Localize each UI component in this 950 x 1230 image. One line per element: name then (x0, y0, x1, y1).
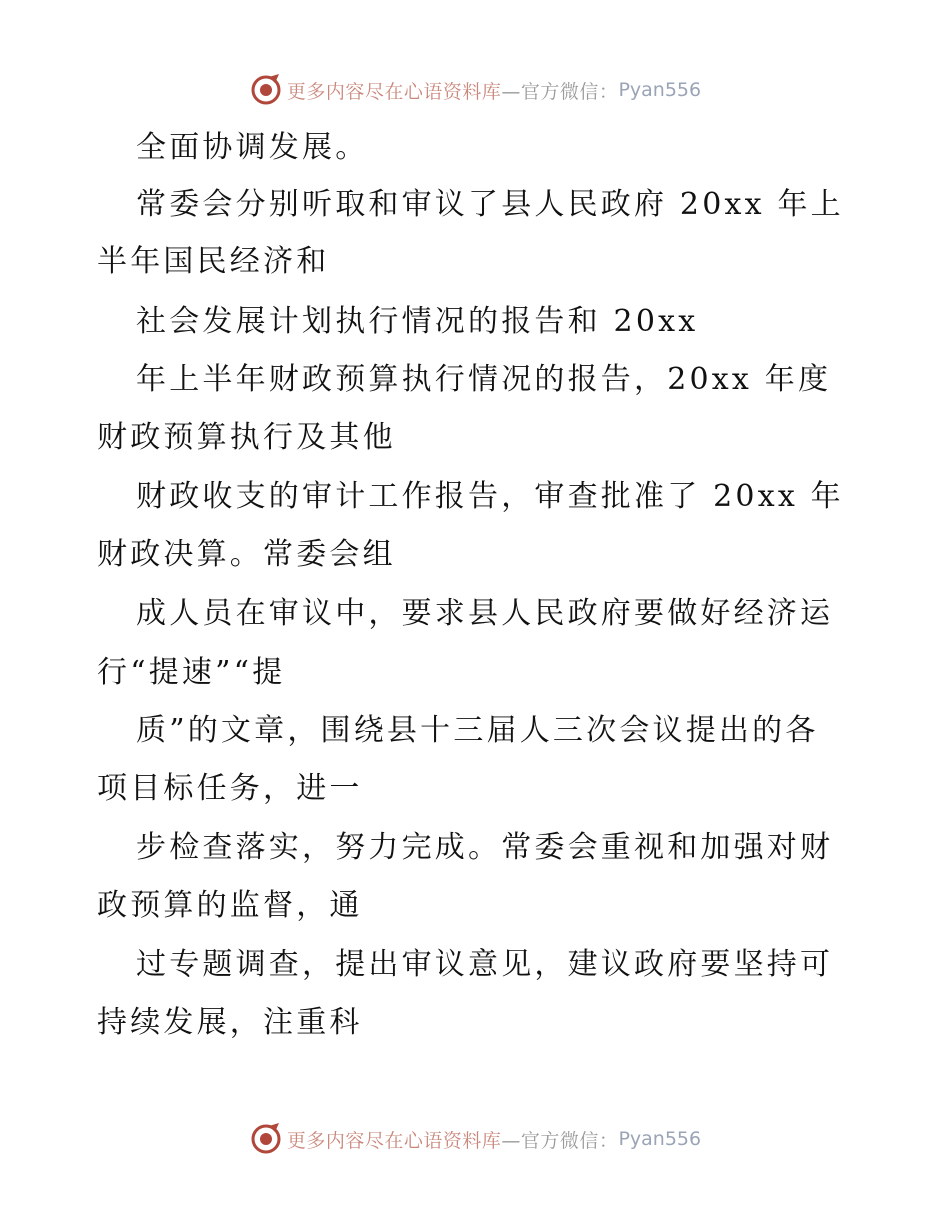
body-line: 成人员在审议中，要求县人民政府要做好经济运 (136, 596, 834, 631)
header-banner (0, 70, 950, 110)
body-line: 半年国民经济和 (97, 244, 330, 279)
body-line: 常委会分别听取和审议了县人民政府 20xx 年上 (136, 187, 844, 222)
footer-banner (0, 1119, 950, 1159)
body-line: 项目标任务，进一 (97, 771, 363, 806)
body-line: 财政收支的审计工作报告，审查批准了 20xx 年 (136, 479, 844, 514)
body-line: 行“提速”“提 (97, 655, 286, 690)
brand-logo-icon (249, 1122, 283, 1156)
header-brand-text: 更多内容尽在心语资料库 (286, 80, 502, 103)
body-line: 社会发展计划执行情况的报告和 20xx (136, 304, 699, 339)
header-dash-text: —官方微信： (501, 80, 619, 103)
body-line: 年上半年财政预算执行情况的报告，20xx 年度 (136, 362, 832, 397)
header-wechat-id: Pyan556 (618, 79, 702, 101)
body-line: 质”的文章，围绕县十三届人三次会议提出的各 (136, 713, 819, 748)
body-line: 步检查落实，努力完成。常委会重视和加强对财 (136, 830, 834, 865)
body-line: 财政决算。常委会组 (97, 537, 396, 572)
brand-logo-icon (249, 73, 283, 107)
body-line: 财政预算执行及其他 (97, 420, 396, 455)
body-line: 政预算的监督，通 (97, 888, 363, 923)
footer-dash-text: —官方微信： (501, 1129, 619, 1152)
body-line: 持续发展，注重科 (97, 1005, 363, 1040)
footer-brand-text: 更多内容尽在心语资料库 (286, 1129, 502, 1152)
footer-wechat-id: Pyan556 (618, 1128, 702, 1150)
body-line: 过专题调查，提出审议意见，建议政府要坚持可 (136, 947, 834, 982)
body-line: 全面协调发展。 (136, 130, 369, 165)
